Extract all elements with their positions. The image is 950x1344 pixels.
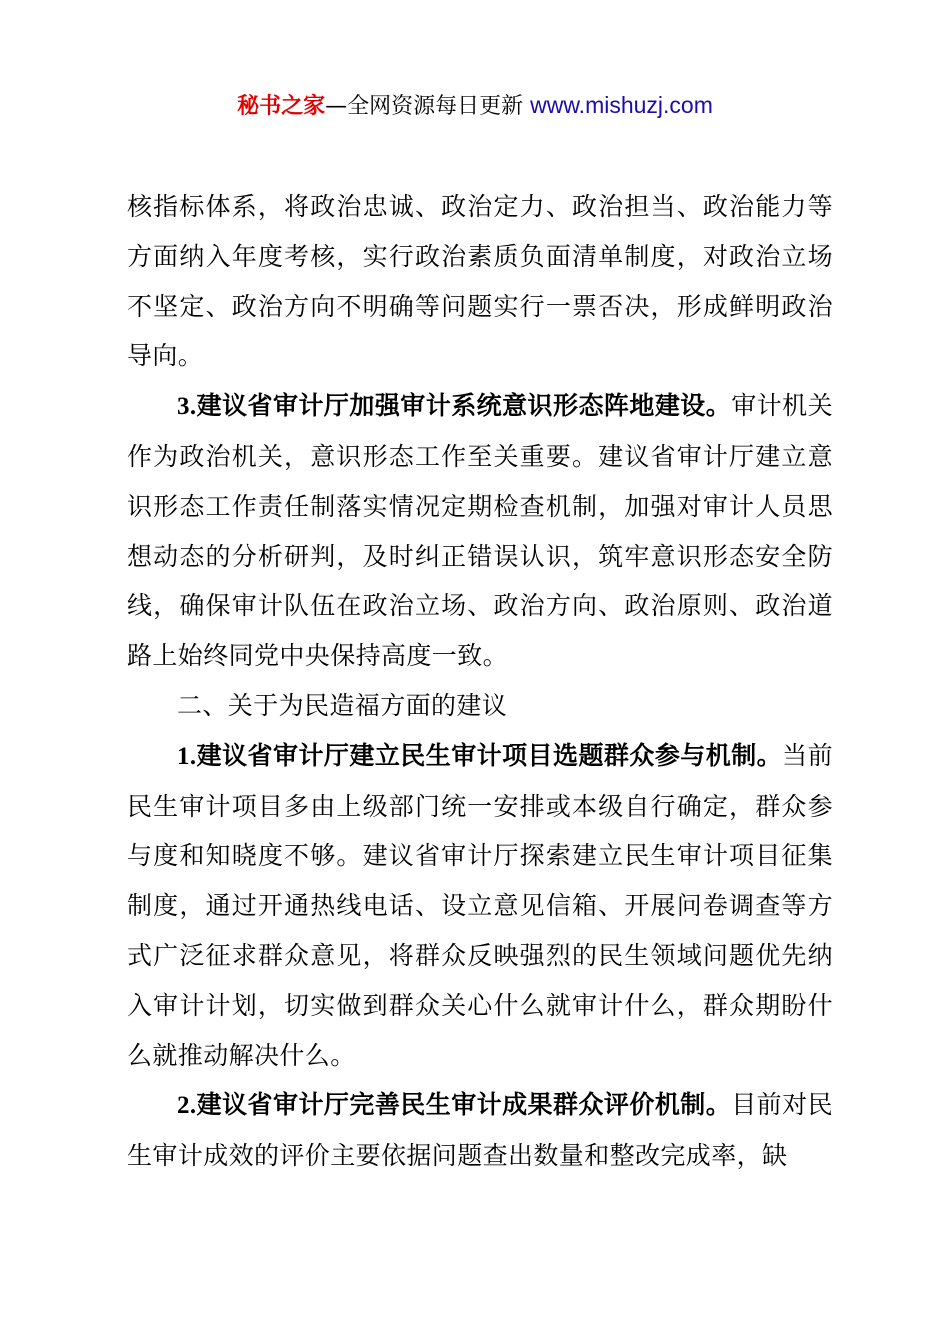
suggestion-number: 2. [177,1092,197,1120]
site-tagline: —全网资源每日更新 [325,94,531,119]
paragraph-suggestion-1 [127,731,833,1081]
suggestion-heading: 建议省审计厅完善民生审计成果群众评价机制。 [196,1090,732,1120]
paragraph-text: 目前对民生审计成效的评价主要依据问题查出数量和整改完成率，缺 [127,1090,833,1171]
paragraph-suggestion-3 [127,381,833,681]
site-url-link[interactable]: www.mishuzj.com [530,92,713,118]
suggestion-heading: 建议省审计厅建立民生审计项目选题群众参与机制。 [196,740,783,770]
paragraph-text: 核指标体系，将政治忠诚、政治定力、政治担当、政治能力等方面纳入年度考核，实行政治素质负面清单制度，对政治立场不坚定、政治方向不明确等问题实行一票否决，形成鲜明政治导向。 [127,192,833,371]
site-header [0,88,950,124]
suggestion-heading: 建议省审计厅加强审计系统意识形态阵地建设。 [196,391,732,421]
paragraph-text: 当前民生审计项目多由上级部门统一安排或本级自行确定，群众参与度和知晓度不够。建议省审计厅探索建立民生审计项目征集制度，通过开通热线电话、设立意见信箱、开展问卷调查等方式广泛征求群众意见，将群众反映强烈的民生领域问题优先纳入审计计划，切实做到群众关心什么就审计什么，群众期盼什么就推动解决什么。 [127,740,833,1070]
document-body [127,182,833,1181]
suggestion-number: 3. [177,393,197,421]
paragraph-suggestion-2 [127,1080,833,1181]
section-heading-text: 二、关于为民造福方面的建议 [177,690,508,720]
paragraph-continuation [127,182,833,381]
site-brand: 秘书之家 [237,94,326,119]
suggestion-number: 1. [177,742,197,770]
section-heading [127,681,833,731]
paragraph-text: 审计机关作为政治机关，意识形态工作至关重要。建议省审计厅建立意识形态工作责任制落实情况定期检查机制，加强对审计人员思想动态的分析研判，及时纠正错误认识，筑牢意识形态安全防线，确保审计队伍在政治立场、政治方向、政治原则、政治道路上始终同党中央保持高度一致。 [127,391,833,671]
